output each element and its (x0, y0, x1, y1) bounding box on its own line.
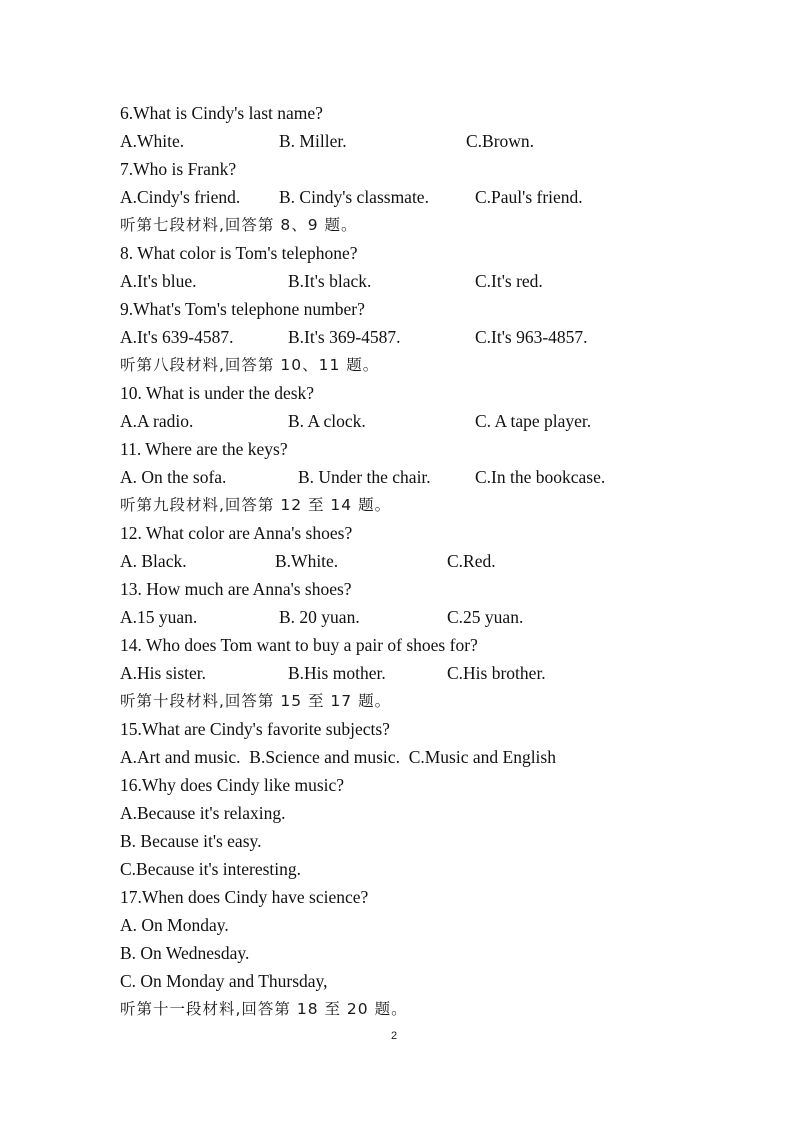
answer-option: B. Under the chair. (298, 467, 431, 487)
question-line: A. On Monday. (120, 915, 229, 935)
question-line: 14. Who does Tom want to buy a pair of shoes for? (120, 635, 478, 655)
question-line: 7.Who is Frank? (120, 159, 237, 179)
section-instruction: 听第十一段材料,回答第 18 至 20 题。 (120, 1000, 408, 1018)
answer-option: B.White. (275, 551, 339, 571)
answer-option: B.It's 369-4587. (288, 327, 401, 347)
answer-option: C.In the bookcase. (475, 467, 606, 487)
answer-option: A.A radio. (120, 411, 194, 431)
section-instruction: 听第九段材料,回答第 12 至 14 题。 (120, 496, 392, 514)
question-line: 17.When does Cindy have science? (120, 887, 369, 907)
answer-option: A. On the sofa. (120, 467, 227, 487)
question-line: A.Because it's relaxing. (120, 803, 286, 823)
answer-option: C.Red. (447, 551, 496, 571)
question-line: 10. What is under the desk? (120, 383, 315, 403)
answer-option: A.15 yuan. (120, 607, 198, 627)
answer-option: A.It's 639-4587. (120, 327, 234, 347)
answer-option: A.Cindy's friend. (120, 187, 241, 207)
answer-option: C. A tape player. (475, 411, 592, 431)
answer-option: B.It's black. (288, 271, 372, 291)
question-line: 9.What's Tom's telephone number? (120, 299, 365, 319)
question-line: 15.What are Cindy's favorite subjects? (120, 719, 390, 739)
question-line: C.Because it's interesting. (120, 859, 302, 879)
question-line: 16.Why does Cindy like music? (120, 775, 345, 795)
question-line: 13. How much are Anna's shoes? (120, 579, 352, 599)
question-line: 11. Where are the keys? (120, 439, 288, 459)
section-instruction: 听第八段材料,回答第 10、11 题。 (120, 356, 380, 374)
answer-option: B.His mother. (288, 663, 386, 683)
answer-option: B. Cindy's classmate. (279, 187, 429, 207)
answer-option: C.25 yuan. (447, 607, 524, 627)
answer-option: C.It's 963-4857. (475, 327, 588, 347)
answer-option: B. Miller. (279, 131, 347, 151)
answer-option: C.It's red. (475, 271, 543, 291)
answer-option: A.It's blue. (120, 271, 197, 291)
question-line: B. Because it's easy. (120, 831, 262, 851)
answer-option: A. Black. (120, 551, 187, 571)
question-line: A.Art and music. B.Science and music. C.Music and English (120, 747, 556, 767)
question-line: 8. What color is Tom's telephone? (120, 243, 358, 263)
answer-option: C.His brother. (447, 663, 546, 683)
question-line: C. On Monday and Thursday, (120, 971, 328, 991)
page-number: 2 (391, 1030, 398, 1042)
question-line: B. On Wednesday. (120, 943, 250, 963)
section-instruction: 听第十段材料,回答第 15 至 17 题。 (120, 692, 392, 710)
section-instruction: 听第七段材料,回答第 8、9 题。 (120, 216, 358, 234)
answer-option: C.Paul's friend. (475, 187, 583, 207)
answer-option: A.White. (120, 131, 185, 151)
question-line: 6.What is Cindy's last name? (120, 103, 323, 123)
answer-option: B. A clock. (288, 411, 366, 431)
answer-option: A.His sister. (120, 663, 207, 683)
question-line: 12. What color are Anna's shoes? (120, 523, 353, 543)
answer-option: C.Brown. (466, 131, 535, 151)
answer-option: B. 20 yuan. (279, 607, 360, 627)
